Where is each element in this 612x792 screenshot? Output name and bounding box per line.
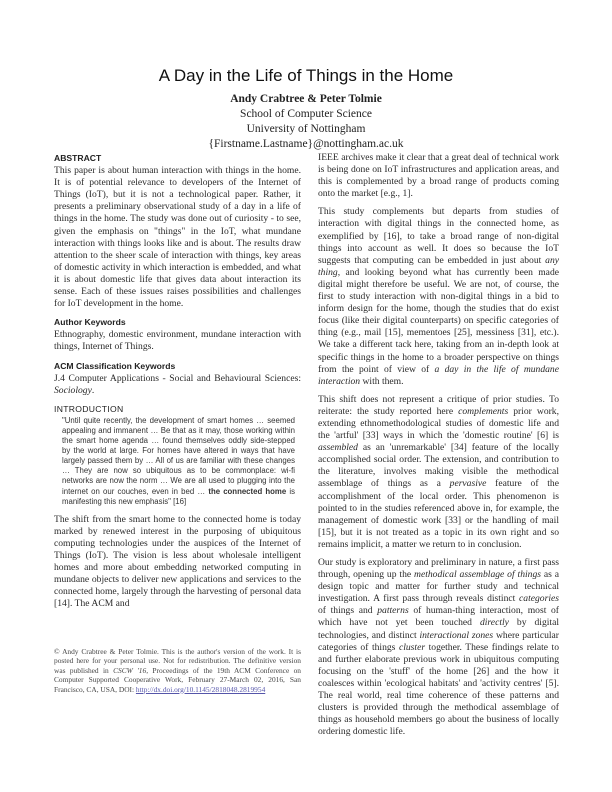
p1-any-thing: any thing — [318, 254, 559, 278]
keywords-heading: Author Keywords — [54, 317, 126, 328]
author-university: University of Nottingham — [246, 123, 366, 135]
p3-cluster: cluster — [398, 641, 426, 653]
p3-part-c: of things and — [318, 605, 378, 617]
p1-day-in-life: a day in the life of mundane interaction — [318, 363, 559, 387]
p3-patterns: patterns — [377, 605, 409, 617]
introduction-paragraph: The shift from the smart home to the connected home is today marked by renewed interest in the purposing of ubiquitous computing technologies under the auspices of the Internet of Things (IoT). The vision is less about wholesale intelligent homes and more about embedding networked computing in mundane objects to deliver new applications and services to the connected home, largely through the harvesting of personal data [14]. The ACM and — [54, 513, 301, 610]
classification-heading: ACM Classification Keywords — [54, 360, 176, 371]
footnote-venue: CSCW '16 — [113, 665, 147, 675]
p2-part-d: feature of the accomplishment of the local order. This phenomenon is pointed to in the studies referenced above in, for example, the management of domestic work [33] or the handling of mail [15], but it is not treated as a topic in its own right and so remains implicit, a matter we return to in conclusion. — [318, 478, 559, 550]
p3-part-e: by digital technologies, and distinct — [318, 617, 560, 641]
paper-title: A Day in the Life of Things in the Home — [158, 66, 454, 85]
right-paragraph-0: IEEE archives make it clear that a great deal of technical work is being done on IoT infrastructures and application areas, and this is complemented by a broad range of products coming onto the market [e.g., 1]. — [318, 152, 559, 200]
p3-part-g: together. These findings relate to and further elaborate previous work in ubiquitous computing focusing on the 'stuff' of the home [26] and the how it coalesces within 'ecological habitats' and 'activity centres' [5]. The real world, real time coherence of these patterns and clusters is provided through the methodical assemblage of things as household members go about the business of locally ordering domestic life. — [318, 641, 559, 738]
author-email: {Firstname.Lastname}@nottingham.ac.uk — [208, 138, 404, 150]
abstract-heading: ABSTRACT — [54, 153, 102, 163]
p1-part-a: This study complements but departs from studies of interaction with digital things in the connected home, as exemplified by [16], to take a broad range of non-digital things into account as well. It does so because the IoT suggests that computing can be embedded in just about — [318, 206, 559, 266]
p2-part-b: prior work, extending ethnomethodological studies of domestic life and the 'artful' [33] ways in which the 'domestic routine' [6] is — [318, 405, 560, 442]
right-paragraph-1 — [318, 206, 559, 387]
p2-complements: complements — [458, 405, 509, 417]
classification-italic: Sociology — [54, 384, 92, 396]
p2-part-c: as an 'unremarkable' [34] feature of the locally accomplished social order. The extension, and contribution to the literature, involves making visible the methodical assemblage of things as a — [318, 442, 559, 490]
p3-zones: interactional zones — [419, 629, 494, 641]
introduction-quote — [62, 416, 295, 507]
author-block — [0, 92, 612, 152]
p1-part-c: with them. — [360, 375, 404, 387]
p3-categories: categories — [519, 593, 559, 605]
p3-methodical: methodical assemblage of things — [414, 569, 541, 581]
quote-bold: the connected home — [208, 486, 287, 496]
author-names: Andy Crabtree & Peter Tolmie — [230, 93, 382, 105]
right-paragraph-2 — [318, 394, 559, 551]
right-paragraph-3 — [318, 557, 559, 738]
introduction-heading: INTRODUCTION — [54, 403, 124, 414]
p3-part-f: where particular categories of things — [318, 629, 559, 653]
classification-text — [54, 373, 301, 397]
abstract-text: This paper is about human interaction with things in the home. It is of potential relevance to developers of the Internet of Things (IoT), but it is not a technological paper. Rather, it presents a preliminary observational study of a day in a life of things in the home. The study was done out of curiosity - to see, given the emphasis on "things" in the IoT, what mundane interaction with things looks like and is about. The results draw attention to the sheer scale of interaction with things, key areas of domestic activity in which interaction is embedded, and what it is about domestic life that gives data about interaction its sense. Each of these issues raises possibilities and challenges for IoT development in the home. — [54, 165, 301, 310]
quote-text: "Until quite recently, the development of smart homes … seemed appealing and immanent … Be that as it may, those working within the smart home agenda … found themselves oddly side-stepped by the world at large. For homes have altered in ways that have largely passed them by … All of us are familiar with these changes … They are now so ubiquitous as to be commonplace: wi-fi networks are now the norm … We are all used to plugging into the internet on our couches, even in bed … — [62, 415, 295, 496]
left-column — [54, 152, 301, 616]
p3-part-a: Our study is exploratory and preliminary in nature, a first pass through, opening up the — [318, 557, 559, 581]
footnote-text: © Andy Crabtree & Peter Tolmie. This is the author's version of the work. It is posted here for your personal use. Not for redistribution. The definitive version was published in — [54, 647, 301, 675]
p2-assembled: assembled — [318, 442, 358, 454]
doi-link[interactable]: http://dx.doi.org/10.1145/2818048.2819954 — [135, 684, 266, 694]
classification-end: . — [91, 384, 95, 396]
p3-directly: directly — [479, 617, 509, 629]
footnote-text-2: , Proceedings of the 19th ACM Conference on Computer Supported Cooperative Work, February 27-March 02, 2016, San Francisco, CA, USA, DOI: — [54, 665, 302, 694]
author-affiliation: School of Computer Science — [240, 108, 372, 120]
copyright-footnote — [54, 647, 301, 694]
p3-part-b: as a design topic and matter for further study and technical investigation. A first pass through reveals distinct — [318, 569, 560, 605]
p3-part-d: of human-thing interaction, most of which have not yet been touched — [318, 605, 559, 629]
p2-part-a: This shift does not represent a critique of prior studies. To reiterate: the study reported here — [318, 393, 559, 417]
p2-pervasive: pervasive — [449, 478, 487, 490]
right-column — [318, 152, 559, 744]
keywords-text: Ethnography, domestic environment, mundane interaction with things, Internet of Things. — [54, 329, 301, 353]
p1-part-b: , and looking beyond what has currently been made digital might therefore be useful. We are not, of course, the first to study interaction with non-digital things in a bid to inform design for the home, though the studies that do exist focus (like their digital counterparts) on specific categories of thing (e.g., mail [15], mementoes [25], messiness [31], etc.). We take a different tack here, taking from an in-depth look at specific things in the home to a broader perspective on things from the point of view of — [318, 266, 559, 375]
classification-body: J.4 Computer Applications - Social and Behavioural Sciences: — [54, 372, 301, 384]
quote-end: is manifesting this new emphasis" [16] — [62, 486, 295, 506]
